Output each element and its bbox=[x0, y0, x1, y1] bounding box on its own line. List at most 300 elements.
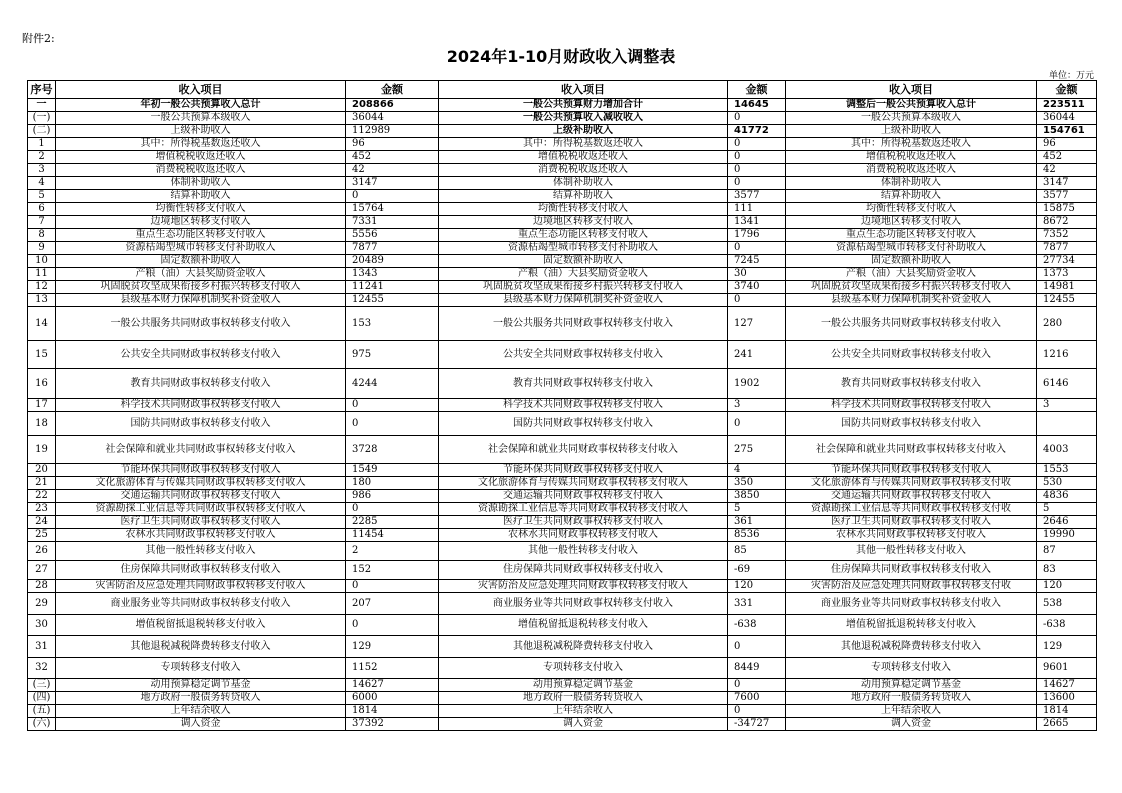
amount-adjusted: 2665 bbox=[1037, 718, 1097, 731]
row-seq: 17 bbox=[28, 399, 56, 412]
amount-adjusted: 538 bbox=[1037, 593, 1097, 615]
item-adjusted: 其中：所得税基数返还收入 bbox=[786, 138, 1037, 151]
amount-initial: 7331 bbox=[346, 216, 439, 229]
item-change: 增值税税收返还收入 bbox=[439, 151, 728, 164]
table-row bbox=[28, 294, 1097, 307]
item-initial: 资源枯竭型城市转移支付补助收入 bbox=[56, 242, 346, 255]
item-change: 上级补助收入 bbox=[439, 125, 728, 138]
attachment-label: 附件2: bbox=[22, 32, 55, 45]
amount-initial: 15764 bbox=[346, 203, 439, 216]
table-row bbox=[28, 242, 1097, 255]
row-seq: 2 bbox=[28, 151, 56, 164]
table-row bbox=[28, 503, 1097, 516]
item-initial: 农林水共同财政事权转移支付收入 bbox=[56, 529, 346, 542]
amount-change: 5 bbox=[728, 503, 786, 516]
table-row bbox=[28, 529, 1097, 542]
amount-adjusted: 1814 bbox=[1037, 705, 1097, 718]
item-initial: 科学技术共同财政事权转移支付收入 bbox=[56, 399, 346, 412]
amount-adjusted bbox=[1037, 412, 1097, 436]
item-change: 农林水共同财政事权转移支付收入 bbox=[439, 529, 728, 542]
row-seq: 12 bbox=[28, 281, 56, 294]
table-row bbox=[28, 636, 1097, 658]
item-initial: 产粮（油）大县奖励资金收入 bbox=[56, 268, 346, 281]
table-row bbox=[28, 190, 1097, 203]
item-change: 住房保障共同财政事权转移支付收入 bbox=[439, 561, 728, 580]
amount-initial: 14627 bbox=[346, 679, 439, 692]
table-row bbox=[28, 516, 1097, 529]
table-row bbox=[28, 125, 1097, 138]
table-row bbox=[28, 112, 1097, 125]
row-seq: 7 bbox=[28, 216, 56, 229]
row-seq: 20 bbox=[28, 464, 56, 477]
item-initial: 其中：所得税基数返还收入 bbox=[56, 138, 346, 151]
item-initial: 节能环保共同财政事权转移支付收入 bbox=[56, 464, 346, 477]
item-adjusted: 文化旅游体育与传媒共同财政事权转移支付收 bbox=[786, 477, 1037, 490]
item-initial: 增值税留抵退税转移支付收入 bbox=[56, 615, 346, 636]
amount-adjusted: 1216 bbox=[1037, 341, 1097, 369]
item-change: 其他退税减税降费转移支付收入 bbox=[439, 636, 728, 658]
item-adjusted: 农林水共同财政事权转移支付收入 bbox=[786, 529, 1037, 542]
amount-adjusted: -638 bbox=[1037, 615, 1097, 636]
amount-change: 0 bbox=[728, 412, 786, 436]
amount-adjusted: 1553 bbox=[1037, 464, 1097, 477]
item-initial: 上级补助收入 bbox=[56, 125, 346, 138]
amount-change: 41772 bbox=[728, 125, 786, 138]
table-row bbox=[28, 464, 1097, 477]
amount-adjusted: 42 bbox=[1037, 164, 1097, 177]
amount-adjusted: 2646 bbox=[1037, 516, 1097, 529]
amount-adjusted: 9601 bbox=[1037, 658, 1097, 679]
item-change: 科学技术共同财政事权转移支付收入 bbox=[439, 399, 728, 412]
row-seq: 8 bbox=[28, 229, 56, 242]
item-initial: 商业服务业等共同财政事权转移支付收入 bbox=[56, 593, 346, 615]
amount-initial: 37392 bbox=[346, 718, 439, 731]
table-row bbox=[28, 658, 1097, 679]
table-row bbox=[28, 307, 1097, 341]
item-change: 动用预算稳定调节基金 bbox=[439, 679, 728, 692]
item-adjusted: 重点生态功能区转移支付收入 bbox=[786, 229, 1037, 242]
amount-initial: 6000 bbox=[346, 692, 439, 705]
amount-change: 1796 bbox=[728, 229, 786, 242]
unit-label: 单位：万元 bbox=[1048, 71, 1094, 81]
item-adjusted: 国防共同财政事权转移支付收入 bbox=[786, 412, 1037, 436]
item-initial: 增值税税收返还收入 bbox=[56, 151, 346, 164]
item-adjusted: 节能环保共同财政事权转移支付收入 bbox=[786, 464, 1037, 477]
item-initial: 灾害防治及应急处理共同财政事权转移支付收入 bbox=[56, 580, 346, 593]
item-adjusted: 调整后一般公共预算收入总计 bbox=[786, 99, 1037, 112]
item-initial: 一般公共预算本级收入 bbox=[56, 112, 346, 125]
amount-initial: 7877 bbox=[346, 242, 439, 255]
item-adjusted: 边境地区转移支付收入 bbox=[786, 216, 1037, 229]
row-seq: 5 bbox=[28, 190, 56, 203]
amount-change: 361 bbox=[728, 516, 786, 529]
item-adjusted: 科学技术共同财政事权转移支付收入 bbox=[786, 399, 1037, 412]
item-adjusted: 调入资金 bbox=[786, 718, 1037, 731]
amount-change: 8449 bbox=[728, 658, 786, 679]
item-change: 文化旅游体育与传媒共同财政事权转移支付收入 bbox=[439, 477, 728, 490]
amount-change: 275 bbox=[728, 436, 786, 464]
item-change: 边境地区转移支付收入 bbox=[439, 216, 728, 229]
table-row bbox=[28, 138, 1097, 151]
row-seq: 19 bbox=[28, 436, 56, 464]
item-change: 公共安全共同财政事权转移支付收入 bbox=[439, 341, 728, 369]
amount-adjusted: 87 bbox=[1037, 542, 1097, 561]
table-row bbox=[28, 203, 1097, 216]
item-initial: 边境地区转移支付收入 bbox=[56, 216, 346, 229]
item-adjusted: 社会保障和就业共同财政事权转移支付收入 bbox=[786, 436, 1037, 464]
header-seq: 序号 bbox=[28, 81, 56, 99]
amount-change: 0 bbox=[728, 164, 786, 177]
amount-adjusted: 27734 bbox=[1037, 255, 1097, 268]
item-change: 资源勘探工业信息等共同财政事权转移支付收入 bbox=[439, 503, 728, 516]
amount-change: 0 bbox=[728, 636, 786, 658]
item-change: 节能环保共同财政事权转移支付收入 bbox=[439, 464, 728, 477]
table-row bbox=[28, 679, 1097, 692]
item-change: 商业服务业等共同财政事权转移支付收入 bbox=[439, 593, 728, 615]
amount-change: 85 bbox=[728, 542, 786, 561]
table-row bbox=[28, 561, 1097, 580]
amount-change: 0 bbox=[728, 242, 786, 255]
item-initial: 一般公共服务共同财政事权转移支付收入 bbox=[56, 307, 346, 341]
amount-initial: 986 bbox=[346, 490, 439, 503]
item-change: 固定数额补助收入 bbox=[439, 255, 728, 268]
item-initial: 地方政府一般债务转贷收入 bbox=[56, 692, 346, 705]
item-adjusted: 资源勘探工业信息等共同财政事权转移支付收 bbox=[786, 503, 1037, 516]
table-row bbox=[28, 593, 1097, 615]
row-seq: 15 bbox=[28, 341, 56, 369]
item-change: 上年结余收入 bbox=[439, 705, 728, 718]
row-seq: (四) bbox=[28, 692, 56, 705]
table-row bbox=[28, 99, 1097, 112]
item-initial: 国防共同财政事权转移支付收入 bbox=[56, 412, 346, 436]
item-change: 重点生态功能区转移支付收入 bbox=[439, 229, 728, 242]
amount-change: 3850 bbox=[728, 490, 786, 503]
amount-change: -34727 bbox=[728, 718, 786, 731]
item-change: 体制补助收入 bbox=[439, 177, 728, 190]
item-adjusted: 住房保障共同财政事权转移支付收入 bbox=[786, 561, 1037, 580]
amount-change: 7245 bbox=[728, 255, 786, 268]
header-item-initial: 收入项目 bbox=[56, 81, 346, 99]
amount-adjusted: 129 bbox=[1037, 636, 1097, 658]
item-initial: 公共安全共同财政事权转移支付收入 bbox=[56, 341, 346, 369]
table-row bbox=[28, 718, 1097, 731]
amount-initial: 1549 bbox=[346, 464, 439, 477]
amount-adjusted: 12455 bbox=[1037, 294, 1097, 307]
row-seq: 1 bbox=[28, 138, 56, 151]
amount-initial: 0 bbox=[346, 615, 439, 636]
item-change: 一般公共服务共同财政事权转移支付收入 bbox=[439, 307, 728, 341]
amount-initial: 152 bbox=[346, 561, 439, 580]
amount-adjusted: 4836 bbox=[1037, 490, 1097, 503]
amount-initial: 4244 bbox=[346, 369, 439, 399]
row-seq: (五) bbox=[28, 705, 56, 718]
row-seq: 11 bbox=[28, 268, 56, 281]
table-row bbox=[28, 542, 1097, 561]
item-adjusted: 消费税税收返还收入 bbox=[786, 164, 1037, 177]
row-seq: (六) bbox=[28, 718, 56, 731]
amount-initial: 153 bbox=[346, 307, 439, 341]
amount-adjusted: 7877 bbox=[1037, 242, 1097, 255]
item-change: 均衡性转移支付收入 bbox=[439, 203, 728, 216]
amount-change: 3740 bbox=[728, 281, 786, 294]
row-seq: 14 bbox=[28, 307, 56, 341]
item-change: 资源枯竭型城市转移支付补助收入 bbox=[439, 242, 728, 255]
item-initial: 动用预算稳定调节基金 bbox=[56, 679, 346, 692]
amount-adjusted: 13600 bbox=[1037, 692, 1097, 705]
item-adjusted: 产粮（油）大县奖励资金收入 bbox=[786, 268, 1037, 281]
item-change: 产粮（油）大县奖励资金收入 bbox=[439, 268, 728, 281]
table-row bbox=[28, 705, 1097, 718]
amount-initial: 12455 bbox=[346, 294, 439, 307]
item-initial: 专项转移支付收入 bbox=[56, 658, 346, 679]
amount-change: 0 bbox=[728, 112, 786, 125]
table-row bbox=[28, 369, 1097, 399]
row-seq: 32 bbox=[28, 658, 56, 679]
row-seq: 一 bbox=[28, 99, 56, 112]
item-initial: 资源勘探工业信息等共同财政事权转移支付收入 bbox=[56, 503, 346, 516]
amount-initial: 11454 bbox=[346, 529, 439, 542]
item-initial: 体制补助收入 bbox=[56, 177, 346, 190]
amount-change: 0 bbox=[728, 294, 786, 307]
table-row bbox=[28, 692, 1097, 705]
amount-initial: 0 bbox=[346, 503, 439, 516]
amount-initial: 0 bbox=[346, 580, 439, 593]
amount-initial: 180 bbox=[346, 477, 439, 490]
item-adjusted: 地方政府一般债务转贷收入 bbox=[786, 692, 1037, 705]
amount-initial: 1343 bbox=[346, 268, 439, 281]
item-change: 地方政府一般债务转贷收入 bbox=[439, 692, 728, 705]
item-initial: 重点生态功能区转移支付收入 bbox=[56, 229, 346, 242]
amount-initial: 452 bbox=[346, 151, 439, 164]
item-initial: 上年结余收入 bbox=[56, 705, 346, 718]
amount-adjusted: 3 bbox=[1037, 399, 1097, 412]
amount-adjusted: 4003 bbox=[1037, 436, 1097, 464]
amount-initial: 11241 bbox=[346, 281, 439, 294]
table-row bbox=[28, 255, 1097, 268]
item-adjusted: 专项转移支付收入 bbox=[786, 658, 1037, 679]
item-initial: 固定数额补助收入 bbox=[56, 255, 346, 268]
amount-adjusted: 15875 bbox=[1037, 203, 1097, 216]
amount-change: 0 bbox=[728, 679, 786, 692]
item-change: 调入资金 bbox=[439, 718, 728, 731]
row-seq: 28 bbox=[28, 580, 56, 593]
item-change: 灾害防治及应急处理共同财政事权转移支付收入 bbox=[439, 580, 728, 593]
item-adjusted: 公共安全共同财政事权转移支付收入 bbox=[786, 341, 1037, 369]
item-adjusted: 固定数额补助收入 bbox=[786, 255, 1037, 268]
amount-adjusted: 3577 bbox=[1037, 190, 1097, 203]
amount-change: 14645 bbox=[728, 99, 786, 112]
item-initial: 其他退税减税降费转移支付收入 bbox=[56, 636, 346, 658]
amount-change: 0 bbox=[728, 177, 786, 190]
row-seq: 30 bbox=[28, 615, 56, 636]
amount-initial: 975 bbox=[346, 341, 439, 369]
row-seq: 16 bbox=[28, 369, 56, 399]
amount-change: 30 bbox=[728, 268, 786, 281]
amount-change: 111 bbox=[728, 203, 786, 216]
item-change: 县级基本财力保障机制奖补资金收入 bbox=[439, 294, 728, 307]
amount-adjusted: 8672 bbox=[1037, 216, 1097, 229]
amount-change: -638 bbox=[728, 615, 786, 636]
amount-initial: 42 bbox=[346, 164, 439, 177]
amount-adjusted: 120 bbox=[1037, 580, 1097, 593]
item-initial: 调入资金 bbox=[56, 718, 346, 731]
amount-change: 241 bbox=[728, 341, 786, 369]
row-seq: 29 bbox=[28, 593, 56, 615]
amount-change: 3577 bbox=[728, 190, 786, 203]
item-change: 增值税留抵退税转移支付收入 bbox=[439, 615, 728, 636]
amount-initial: 2 bbox=[346, 542, 439, 561]
item-initial: 结算补助收入 bbox=[56, 190, 346, 203]
table-row bbox=[28, 580, 1097, 593]
item-initial: 巩固脱贫攻坚成果衔接乡村振兴转移支付收入 bbox=[56, 281, 346, 294]
item-initial: 教育共同财政事权转移支付收入 bbox=[56, 369, 346, 399]
item-change: 教育共同财政事权转移支付收入 bbox=[439, 369, 728, 399]
item-adjusted: 增值税税收返还收入 bbox=[786, 151, 1037, 164]
amount-adjusted: 452 bbox=[1037, 151, 1097, 164]
item-adjusted: 交通运输共同财政事权转移支付收入 bbox=[786, 490, 1037, 503]
item-initial: 年初一般公共预算收入总计 bbox=[56, 99, 346, 112]
amount-initial: 20489 bbox=[346, 255, 439, 268]
item-adjusted: 上年结余收入 bbox=[786, 705, 1037, 718]
row-seq: 6 bbox=[28, 203, 56, 216]
amount-initial: 3728 bbox=[346, 436, 439, 464]
amount-change: -69 bbox=[728, 561, 786, 580]
item-change: 社会保障和就业共同财政事权转移支付收入 bbox=[439, 436, 728, 464]
page-title: 2024年1-10月财政收入调整表 bbox=[446, 47, 676, 66]
item-change: 医疗卫生共同财政事权转移支付收入 bbox=[439, 516, 728, 529]
item-change: 巩固脱贫攻坚成果衔接乡村振兴转移支付收入 bbox=[439, 281, 728, 294]
item-adjusted: 均衡性转移支付收入 bbox=[786, 203, 1037, 216]
amount-initial: 112989 bbox=[346, 125, 439, 138]
header-item-change: 收入项目 bbox=[439, 81, 728, 99]
header-amount-change: 金额 bbox=[728, 81, 786, 99]
row-seq: (一) bbox=[28, 112, 56, 125]
item-change: 结算补助收入 bbox=[439, 190, 728, 203]
row-seq: 27 bbox=[28, 561, 56, 580]
header-item-adjusted: 收入项目 bbox=[786, 81, 1037, 99]
row-seq: 21 bbox=[28, 477, 56, 490]
item-adjusted: 一般公共服务共同财政事权转移支付收入 bbox=[786, 307, 1037, 341]
amount-change: 4 bbox=[728, 464, 786, 477]
item-adjusted: 上级补助收入 bbox=[786, 125, 1037, 138]
amount-initial: 96 bbox=[346, 138, 439, 151]
amount-initial: 36044 bbox=[346, 112, 439, 125]
amount-adjusted: 280 bbox=[1037, 307, 1097, 341]
item-adjusted: 灾害防治及应急处理共同财政事权转移支付收 bbox=[786, 580, 1037, 593]
amount-change: 8536 bbox=[728, 529, 786, 542]
amount-change: 120 bbox=[728, 580, 786, 593]
amount-adjusted: 5 bbox=[1037, 503, 1097, 516]
item-initial: 文化旅游体育与传媒共同财政事权转移支付收入 bbox=[56, 477, 346, 490]
amount-adjusted: 6146 bbox=[1037, 369, 1097, 399]
item-adjusted: 动用预算稳定调节基金 bbox=[786, 679, 1037, 692]
item-change: 其中：所得税基数返还收入 bbox=[439, 138, 728, 151]
item-initial: 消费税税收返还收入 bbox=[56, 164, 346, 177]
amount-initial: 1152 bbox=[346, 658, 439, 679]
item-adjusted: 医疗卫生共同财政事权转移支付收入 bbox=[786, 516, 1037, 529]
item-change: 交通运输共同财政事权转移支付收入 bbox=[439, 490, 728, 503]
item-adjusted: 其他一般性转移支付收入 bbox=[786, 542, 1037, 561]
amount-change: 127 bbox=[728, 307, 786, 341]
item-change: 专项转移支付收入 bbox=[439, 658, 728, 679]
item-initial: 住房保障共同财政事权转移支付收入 bbox=[56, 561, 346, 580]
row-seq: 23 bbox=[28, 503, 56, 516]
item-adjusted: 教育共同财政事权转移支付收入 bbox=[786, 369, 1037, 399]
table-row bbox=[28, 341, 1097, 369]
amount-change: 0 bbox=[728, 138, 786, 151]
amount-change: 0 bbox=[728, 151, 786, 164]
item-initial: 医疗卫生共同财政事权转移支付收入 bbox=[56, 516, 346, 529]
table-header-row bbox=[28, 81, 1097, 99]
table-row bbox=[28, 490, 1097, 503]
item-change: 一般公共预算财力增加合计 bbox=[439, 99, 728, 112]
row-seq: 25 bbox=[28, 529, 56, 542]
item-initial: 社会保障和就业共同财政事权转移支付收入 bbox=[56, 436, 346, 464]
table-row bbox=[28, 216, 1097, 229]
row-seq: 31 bbox=[28, 636, 56, 658]
item-change: 一般公共预算收入减收收入 bbox=[439, 112, 728, 125]
revenue-adjustment-table bbox=[27, 80, 1097, 731]
item-change: 其他一般性转移支付收入 bbox=[439, 542, 728, 561]
row-seq: (三) bbox=[28, 679, 56, 692]
amount-initial: 129 bbox=[346, 636, 439, 658]
amount-initial: 208866 bbox=[346, 99, 439, 112]
item-adjusted: 一般公共预算本级收入 bbox=[786, 112, 1037, 125]
amount-initial: 1814 bbox=[346, 705, 439, 718]
amount-adjusted: 19990 bbox=[1037, 529, 1097, 542]
item-adjusted: 资源枯竭型城市转移支付补助收入 bbox=[786, 242, 1037, 255]
row-seq: 10 bbox=[28, 255, 56, 268]
row-seq: (二) bbox=[28, 125, 56, 138]
item-adjusted: 县级基本财力保障机制奖补资金收入 bbox=[786, 294, 1037, 307]
amount-adjusted: 223511 bbox=[1037, 99, 1097, 112]
row-seq: 18 bbox=[28, 412, 56, 436]
amount-adjusted: 1373 bbox=[1037, 268, 1097, 281]
item-adjusted: 结算补助收入 bbox=[786, 190, 1037, 203]
item-initial: 交通运输共同财政事权转移支付收入 bbox=[56, 490, 346, 503]
item-adjusted: 其他退税减税降费转移支付收入 bbox=[786, 636, 1037, 658]
item-change: 消费税税收返还收入 bbox=[439, 164, 728, 177]
amount-adjusted: 7352 bbox=[1037, 229, 1097, 242]
table-row bbox=[28, 399, 1097, 412]
amount-change: 3 bbox=[728, 399, 786, 412]
table-row bbox=[28, 477, 1097, 490]
item-initial: 县级基本财力保障机制奖补资金收入 bbox=[56, 294, 346, 307]
amount-initial: 0 bbox=[346, 399, 439, 412]
amount-adjusted: 3147 bbox=[1037, 177, 1097, 190]
amount-adjusted: 14981 bbox=[1037, 281, 1097, 294]
table-row bbox=[28, 412, 1097, 436]
header-amount-initial: 金额 bbox=[346, 81, 439, 99]
amount-change: 0 bbox=[728, 705, 786, 718]
item-change: 国防共同财政事权转移支付收入 bbox=[439, 412, 728, 436]
row-seq: 4 bbox=[28, 177, 56, 190]
row-seq: 9 bbox=[28, 242, 56, 255]
row-seq: 3 bbox=[28, 164, 56, 177]
amount-initial: 0 bbox=[346, 190, 439, 203]
amount-adjusted: 36044 bbox=[1037, 112, 1097, 125]
amount-adjusted: 83 bbox=[1037, 561, 1097, 580]
item-adjusted: 增值税留抵退税转移支付收入 bbox=[786, 615, 1037, 636]
table-row bbox=[28, 281, 1097, 294]
table-row bbox=[28, 164, 1097, 177]
amount-change: 1341 bbox=[728, 216, 786, 229]
table-body bbox=[28, 99, 1097, 731]
amount-change: 331 bbox=[728, 593, 786, 615]
amount-adjusted: 14627 bbox=[1037, 679, 1097, 692]
amount-initial: 3147 bbox=[346, 177, 439, 190]
table-row bbox=[28, 151, 1097, 164]
